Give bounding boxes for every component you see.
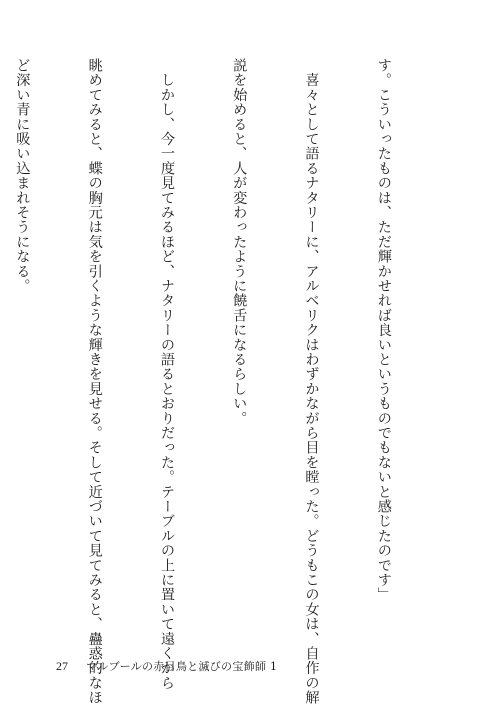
text-line: 眺めてみると、蝶の胸元は気を引くような輝きを見せる。そして近づいて見てみると、蠱惑的なほ (86, 58, 103, 705)
text-line: しかし、今一度見てみるほど、ナタリーの語るとおりだった。テーブルの上に置いて遠くから (158, 58, 175, 691)
text-line: 説を始めると、人が変わったように饒舌になるらしい。 (231, 58, 248, 426)
text-line: 喜々として語るナタリーに、アルベリクはわずかながら目を瞠った。どうもこの女は、自作の解 (303, 58, 320, 705)
page-number: 27 (56, 659, 68, 673)
text-line: す。こういったものは、ただ輝かせれば良いというものでもないと感じたのです」 (375, 58, 392, 602)
page-footer (56, 658, 277, 674)
text-line: ど深い青に吸い込まれそうになる。 (14, 58, 31, 294)
running-title: マルブールの赤目鳥と滅びの宝飾師 1 (86, 660, 278, 673)
